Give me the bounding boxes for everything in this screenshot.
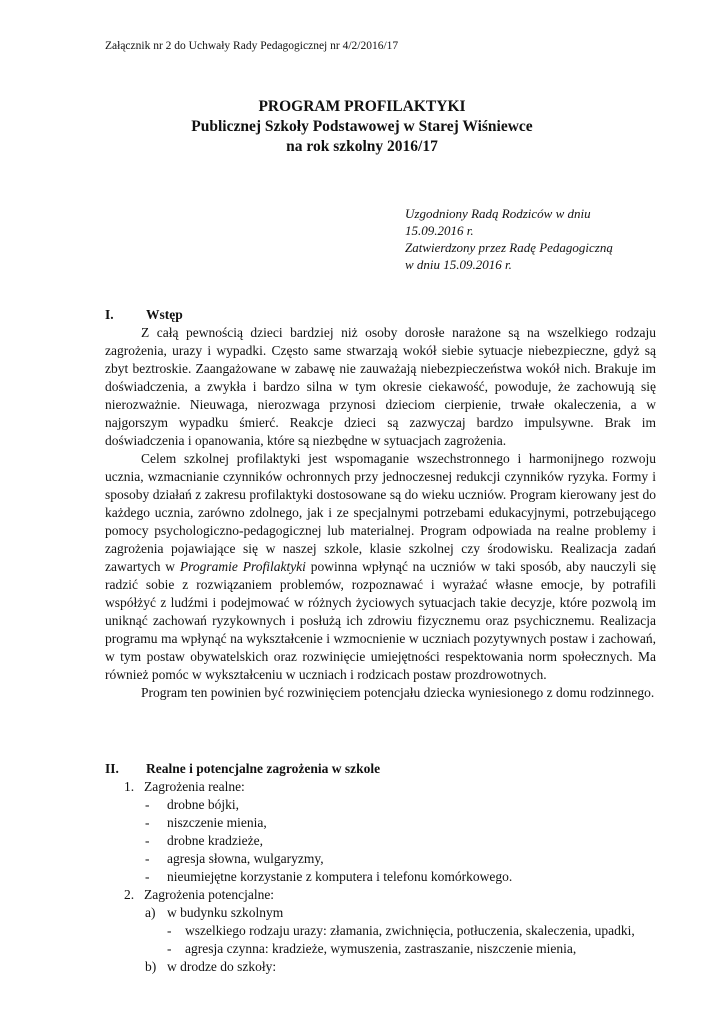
section-title: Realne i potencjalne zagrożenia w szkole — [146, 761, 381, 776]
list-item: - niszczenie mienia, — [145, 815, 267, 830]
list-item: 2. Zagrożenia potencjalne: — [124, 887, 275, 902]
list-item: 1. Zagrożenia realne: — [124, 779, 245, 794]
list-item: a) w budynku szkolnym — [145, 905, 284, 920]
section-introduction — [105, 306, 656, 702]
section-number: I. — [105, 307, 114, 322]
section-heading — [105, 306, 656, 324]
section-title: Wstęp — [146, 307, 183, 322]
section-threats-heading — [105, 760, 656, 778]
list-item: - drobne kradzieże, — [145, 833, 263, 848]
header-note: Załącznik nr 2 do Uchwały Rady Pedagogicznej nr 4/2/2016/17 — [105, 40, 399, 52]
paragraph: Program ten powinien być rozwinięciem potencjału dziecka wyniesionego z domu rodzinnego. — [141, 685, 655, 700]
approval-line-2: 15.09.2016 r. — [405, 223, 474, 238]
list-item: - wszelkiego rodzaju urazy: złamania, zwichnięcia, potłuczenia, skaleczenia, upadki, — [167, 923, 635, 938]
paragraph: Z całą pewnością dzieci bardziej niż osoby dorosłe narażone są na wszelkiego rodzaju zagrożenia, urazy i wypadki. Często same stwarzają wokół siebie sytuacje niebezpieczne, gdyż są zbyt beztroskie. Zaangażowane w zabawę nie zauważają niebezpieczeństwa wokół nich. Brakuje im doświadczenia, a zwykła i bardzo silna w tym okresie ciekawość, powoduje, że zachowują się nierozważnie. Nieuwaga, nierozwaga przynosi dzieciom cierpienie, trwałe okaleczenia, a w najgorszym wypadku śmierć. Reakcje dzieci są zazwyczaj bardzo impulsywne. Brak im doświadczenia i opanowania, które są niezbędne w sytuacjach zagrożenia. — [105, 325, 656, 448]
list-item: - agresja słowna, wulgaryzmy, — [145, 851, 324, 866]
paragraph: Celem szkolnej profilaktyki jest wspomaganie wszechstronnego i harmonijnego rozwoju ucznia, wzmacnianie czynników ochronnych przy jednoczesnej redukcji czynników ryzyka. Formy i sposoby działań z zakresu profilaktyki dostosowane są do wieku uczniów. Program kierowany jest do każdego ucznia, zarówno zdolnego, jak i ze specjalnymi potrzebami edukacyjnymi, potrzebującego pomocy psychologiczno-pedagogicznej lub materialnej. Program odpowiada na realne problemy i zagrożenia pojawiające się w naszej szkole, klasie szkolnej czy środowisku. Realizacja zadań zawartych w Programie Profilaktyki powinna wpłynąć na uczniów w taki sposób, aby nauczyli się radzić sobie z rozwiązaniem problemów, rozpoznawać i wyrażać własne emocje, by potrafili współżyć z ludźmi i podejmować w różnych życiowych sytuacjach takie decyzje, które pozwolą im uniknąć zachowań ryzykownych i posłużą ich zdrowiu fizycznemu oraz psychicznemu. Realizacja programu ma wpłynąć na wykształcenie i wzmocnienie w uczniach pozytywnych postaw i zachowań, w tym postaw obywatelskich oraz rozwinięcie umiejętności respektowania norm społecznych. Ma również pomóc w wykształceniu w uczniach i rodzicach postaw prozdrowotnych. — [105, 451, 656, 682]
list-item: b) w drodze do szkoły: — [145, 959, 277, 974]
threats-list — [124, 778, 656, 976]
title-line-1: PROGRAM PROFILAKTYKI — [258, 98, 466, 115]
school-building-threats — [167, 922, 655, 958]
document-title — [0, 97, 724, 157]
real-threats-list — [145, 796, 656, 886]
section-heading — [105, 760, 656, 778]
list-item: - agresja czynna: kradzieże, wymuszenia, zastraszanie, niszczenie mienia, — [167, 941, 577, 956]
list-item: - nieumiejętne korzystanie z komputera i telefonu komórkowego. — [145, 869, 513, 884]
title-line-2: Publicznej Szkoły Podstawowej w Starej Wiśniewce — [191, 118, 533, 135]
section-number: II. — [105, 761, 119, 776]
title-line-3: na rok szkolny 2016/17 — [286, 138, 438, 155]
approval-line-4: w dniu 15.09.2016 r. — [405, 257, 512, 272]
approval-line-1: Uzgodniony Radą Rodziców w dniu — [405, 206, 591, 221]
approval-line-3: Zatwierdzony przez Radę Pedagogiczną — [405, 240, 613, 255]
approval-note — [405, 205, 613, 273]
list-item: - drobne bójki, — [145, 797, 239, 812]
program-name: Programie Profilaktyki — [179, 559, 306, 574]
potential-threats-list — [145, 904, 656, 976]
